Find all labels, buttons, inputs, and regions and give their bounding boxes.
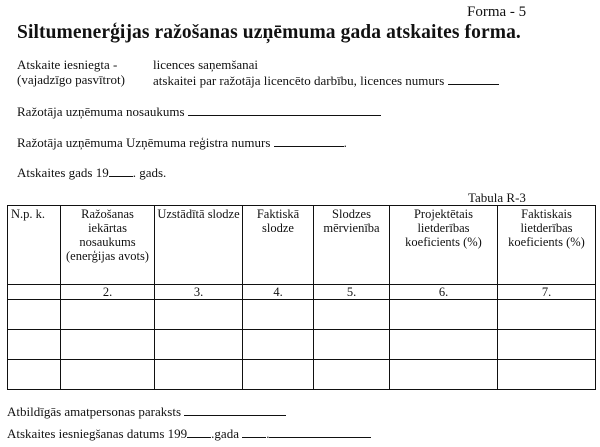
header-np: N.p. k.	[8, 206, 61, 285]
header-design-efficiency: Projektētais lietderības koeficients (%)	[390, 206, 498, 285]
company-name-label: Ražotāja uzņēmuma nosaukums	[17, 104, 185, 119]
signature-field[interactable]	[184, 403, 286, 416]
table-cell[interactable]	[243, 360, 314, 390]
table-cell[interactable]	[314, 300, 390, 330]
form-number: Forma - 5	[467, 4, 527, 20]
table-cell[interactable]	[155, 300, 243, 330]
registry-number-field[interactable]	[274, 134, 344, 147]
table-cell[interactable]	[390, 360, 498, 390]
report-year-row	[17, 164, 166, 181]
header-actual-efficiency: Faktiskais lietderības koeficients (%)	[498, 206, 596, 285]
table-cell[interactable]	[61, 300, 155, 330]
column-number-7: 7.	[498, 285, 596, 300]
submission-year-field[interactable]	[187, 425, 211, 438]
license-number-field[interactable]	[448, 72, 499, 85]
table-cell[interactable]	[390, 300, 498, 330]
report-year-prefix: Atskaites gads 19	[17, 165, 109, 180]
submission-date-dot: .	[266, 426, 270, 441]
table-cell[interactable]	[498, 330, 596, 360]
column-number-1	[8, 285, 61, 300]
submission-day-field[interactable]	[242, 425, 266, 438]
table-cell[interactable]	[8, 300, 61, 330]
table-cell[interactable]	[61, 330, 155, 360]
submitted-option-report[interactable]	[153, 72, 499, 89]
signature-row	[7, 403, 286, 420]
table-header-row	[8, 206, 596, 285]
submission-month-field[interactable]	[269, 425, 371, 438]
header-installed-load: Uzstādītā slodze	[155, 206, 243, 285]
submitted-option-license[interactable]: licences saņemšanai	[153, 57, 259, 72]
column-number-4: 4.	[243, 285, 314, 300]
registry-suffix: .	[343, 135, 347, 150]
company-name-row	[17, 103, 381, 120]
table-row	[8, 300, 596, 330]
table-cell[interactable]	[155, 360, 243, 390]
header-actual-load: Faktiskā slodze	[243, 206, 314, 285]
submitted-label-line1: Atskaite iesniegta -	[17, 57, 118, 72]
registry-row	[17, 134, 347, 151]
signature-label: Atbildīgās amatpersonas paraksts	[7, 404, 182, 419]
submission-date-prefix: Atskaites iesniegšanas datums 199	[7, 426, 188, 441]
submission-date-row	[7, 425, 371, 442]
column-number-3: 3.	[155, 285, 243, 300]
column-number-6: 6.	[390, 285, 498, 300]
report-table	[7, 205, 596, 390]
table-cell[interactable]	[498, 360, 596, 390]
table-cell[interactable]	[243, 330, 314, 360]
table-label: Tabula R-3	[468, 190, 526, 205]
registry-label: Ražotāja uzņēmuma Uzņēmuma reģistra numurs	[17, 135, 271, 150]
page-title: Siltumenerģijas ražošanas uzņēmuma gada atskaites forma.	[17, 22, 521, 43]
header-equipment-name: Ražošanas iekārtas nosaukums (enerģijas avots)	[61, 206, 155, 285]
table-cell[interactable]	[61, 360, 155, 390]
table-cell[interactable]	[155, 330, 243, 360]
report-year-suffix: . gads.	[132, 165, 167, 180]
table-row	[8, 330, 596, 360]
table-cell[interactable]	[8, 360, 61, 390]
table-cell[interactable]	[8, 330, 61, 360]
report-year-field[interactable]	[109, 164, 133, 177]
column-number-2: 2.	[61, 285, 155, 300]
table-cell[interactable]	[314, 360, 390, 390]
table-cell[interactable]	[314, 330, 390, 360]
table-cell[interactable]	[243, 300, 314, 330]
table-cell[interactable]	[498, 300, 596, 330]
table-cell[interactable]	[390, 330, 498, 360]
table-row	[8, 360, 596, 390]
column-number-5: 5.	[314, 285, 390, 300]
submitted-option-report-label: atskaitei par ražotāja licencēto darbību, licences numurs	[153, 73, 445, 88]
company-name-field[interactable]	[188, 103, 381, 116]
table-column-number-row	[8, 285, 596, 300]
header-load-unit: Slodzes mērvienība	[314, 206, 390, 285]
submission-date-mid: .gada	[211, 426, 239, 441]
submitted-label-line2: (vajadzīgo pasvītrot)	[17, 72, 125, 87]
